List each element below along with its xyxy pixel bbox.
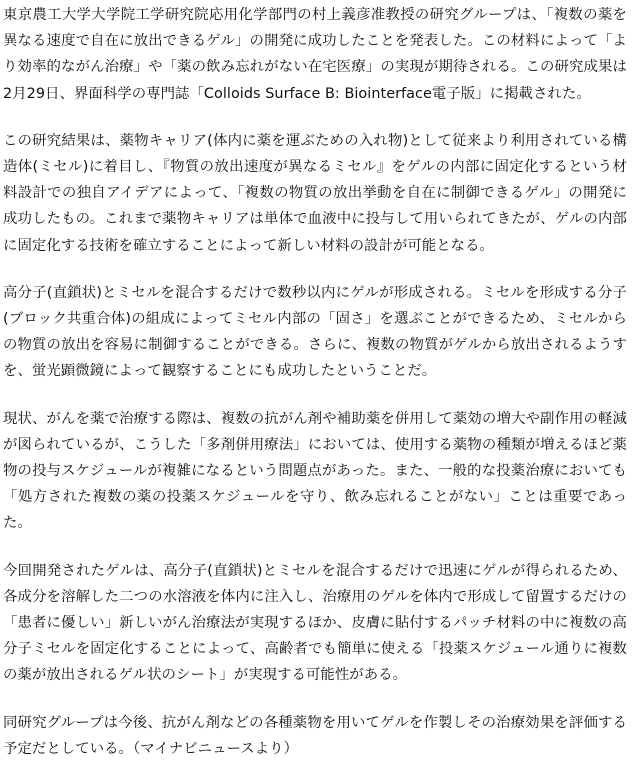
article-paragraph-1: 東京農工大学大学院工学研究院応用化学部門の村上義彦准教授の研究グループは、「複数の薬を異なる速度で自在に放出できるゲル」の開発に成功したことを発表した。この材料によって「より効率的ながん治療」や「薬の飲み忘れがない在宅医療」の実現が期待される。この研究成果は2月29日、界面科学の専門誌「Colloids Surface B: Biointerface電子版」に掲載された。 xyxy=(3,7,627,102)
article-paragraph-2: この研究結果は、薬物キャリア(体内に薬を運ぶための入れ物)として従来より利用されている構造体(ミセル)に着目し、『物質の放出速度が異なるミセル』をゲルの内部に固定化するという材料設計での独自アイデアによって、「複数の物質の放出挙動を自在に制御できるゲル」の開発に成功したもの。これまで薬物キャリアは単体で血液中に投与して用いられてきたが、ゲルの内部に固定化する技術を確立することによって新しい材料の設計が可能となる。 xyxy=(3,132,627,254)
article-paragraph-5: 今回開発されたゲルは、高分子(直鎖状)とミセルを混合するだけで迅速にゲルが得られるため、各成分を溶解した二つの水溶液を体内に注入し、治療用のゲルを体内で形成して留置するだけの「患者に優しい」新しいがん治療法が実現するほか、皮膚に貼付するパッチ材料の中に複数の高分子ミセルを固定化することによって、高齢者でも簡単に使える「投薬スケジュール通りに複数の薬が放出されるゲル状のシート」が実現する可能性がある。 xyxy=(3,562,627,684)
article-paragraph-6: 同研究グループは今後、抗がん剤などの各種薬物を用いてゲルを作製しその治療効果を評価する予定だとしている。（マイナビニュースより） xyxy=(3,714,627,757)
article-paragraph-3: 高分子(直鎖状)とミセルを混合するだけで数秒以内にゲルが形成される。ミセルを形成する分子(ブロック共重合体)の組成によってミセル内部の「固さ」を選ぶことができるため、ミセルからの物質の放出を容易に制御することができる。さらに、複数の物質がゲルから放出されるようすを、蛍光顕微鏡によって観察することにも成功したということだ。 xyxy=(3,284,627,380)
article-paragraph-4: 現状、がんを薬で治療する際は、複数の抗がん剤や補助薬を併用して薬効の増大や副作用の軽減が図られているが、こうした「多剤併用療法」においては、使用する薬物の種類が増えるほど薬物の投与スケジュールが複雑になるという問題点があった。また、一般的な投薬治療においても「処方された複数の薬の投薬スケジュールを守り、飲み忘れることがない」ことは重要であった。 xyxy=(3,410,627,532)
